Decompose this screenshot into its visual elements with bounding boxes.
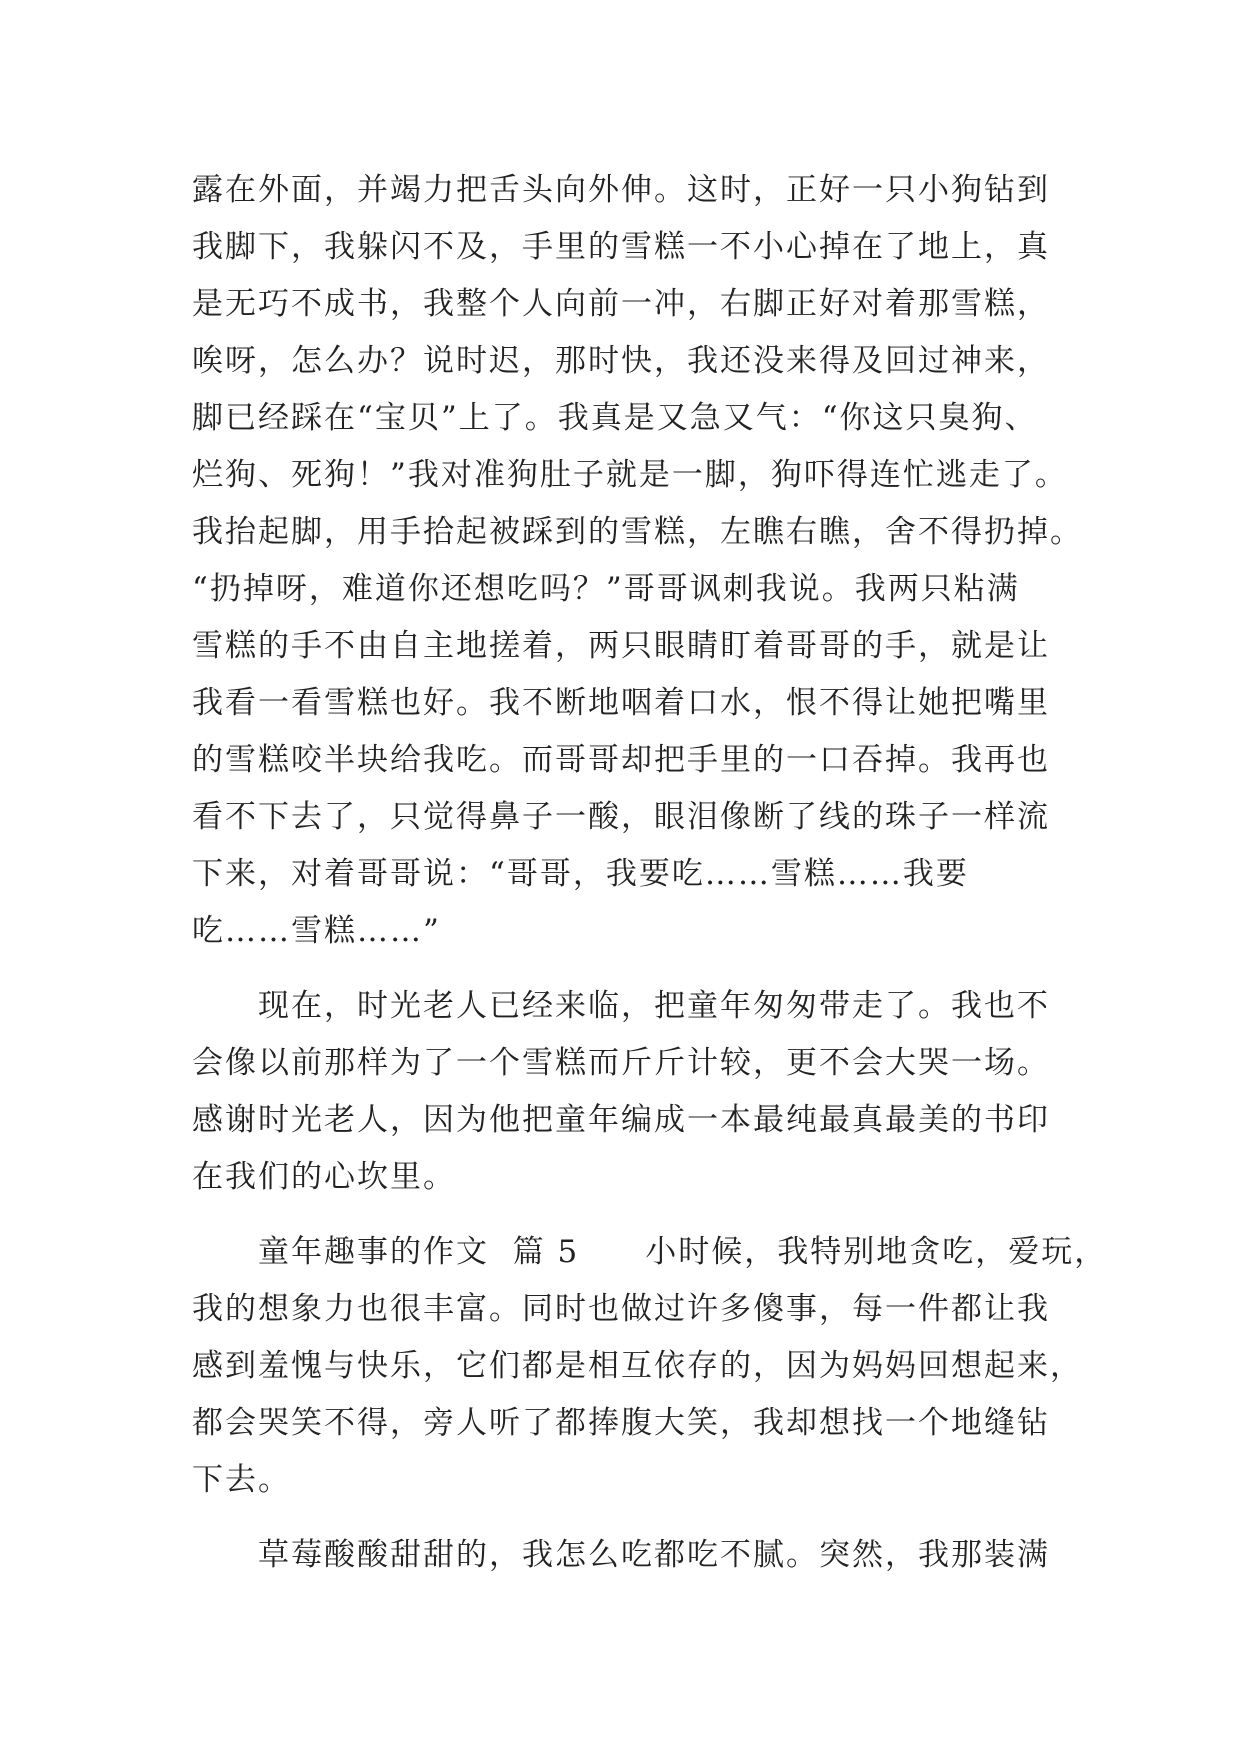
text-line: 感到羞愧与快乐，它们都是相互依存的，因为妈妈回想起来，: [192, 1348, 1083, 1384]
paragraph-gap: [192, 960, 1072, 978]
text-line: 我的想象力也很丰富。同时也做过许多傻事，每一件都让我: [192, 1291, 1050, 1327]
text-line: 我脚下，我躲闪不及，手里的雪糕一不小心掉在了地上，真: [192, 229, 1050, 265]
text-line: 露在外面，并竭力把舌头向外伸。这时，正好一只小狗钻到: [192, 172, 1050, 208]
body-text: [192, 162, 1108, 1584]
text-line: 吃……雪糕……”: [192, 913, 441, 949]
text-line: 的雪糕咬半块给我吃。而哥哥却把手里的一口吞掉。我再也: [192, 742, 1050, 778]
text-line: 我看一看雪糕也好。我不断地咽着口水，恨不得让她把嘴里: [192, 685, 1050, 721]
text-line: 都会哭笑不得，旁人听了都捧腹大笑，我却想找一个地缝钻: [192, 1405, 1050, 1441]
text-line: 我抬起脚，用手拾起被踩到的雪糕，左瞧右瞧，舍不得扔掉。: [192, 514, 1083, 550]
text-line: 唉呀，怎么办？说时迟，那时快，我还没来得及回过神来，: [192, 343, 1050, 379]
text-line: 下来，对着哥哥说：“哥哥，我要吃……雪糕……我要: [192, 856, 969, 892]
text-line: “扔掉呀，难道你还想吃吗？”哥哥讽刺我说。我两只粘满: [192, 571, 1020, 607]
text-line: 现在，时光老人已经来临，把童年匆匆带走了。我也不: [192, 988, 1050, 1024]
text-line: 下去。: [192, 1462, 291, 1498]
text-line: 烂狗、死狗！”我对准狗肚子就是一脚，狗吓得连忙逃走了。: [192, 457, 1068, 493]
paragraph-2: [192, 978, 1072, 1206]
text-line: 在我们的心坎里。: [192, 1159, 456, 1195]
text-line: 是无巧不成书，我整个人向前一冲，右脚正好对着那雪糕，: [192, 286, 1050, 322]
paragraph-gap: [192, 1509, 1072, 1527]
text-line: 会像以前那样为了一个雪糕而斤斤计较，更不会大哭一场。: [192, 1045, 1050, 1081]
paragraph-4: [192, 1527, 1072, 1584]
paragraph-1: [192, 162, 1083, 960]
paragraph-gap: [192, 1206, 1072, 1224]
text-line: 童年趣事的作文 篇 5 小时候，我特别地贪吃，爱玩，: [192, 1234, 1108, 1270]
text-line: 看不下去了，只觉得鼻子一酸，眼泪像断了线的珠子一样流: [192, 799, 1050, 835]
text-line: 草莓酸酸甜甜的，我怎么吃都吃不腻。突然，我那装满: [192, 1537, 1050, 1573]
text-line: 感谢时光老人，因为他把童年编成一本最纯最真最美的书印: [192, 1102, 1050, 1138]
text-line: 雪糕的手不由自主地搓着，两只眼睛盯着哥哥的手，就是让: [192, 628, 1050, 664]
paragraph-3: [192, 1224, 1108, 1509]
text-line: 脚已经踩在“宝贝”上了。我真是又急又气：“你这只臭狗、: [192, 400, 1038, 436]
